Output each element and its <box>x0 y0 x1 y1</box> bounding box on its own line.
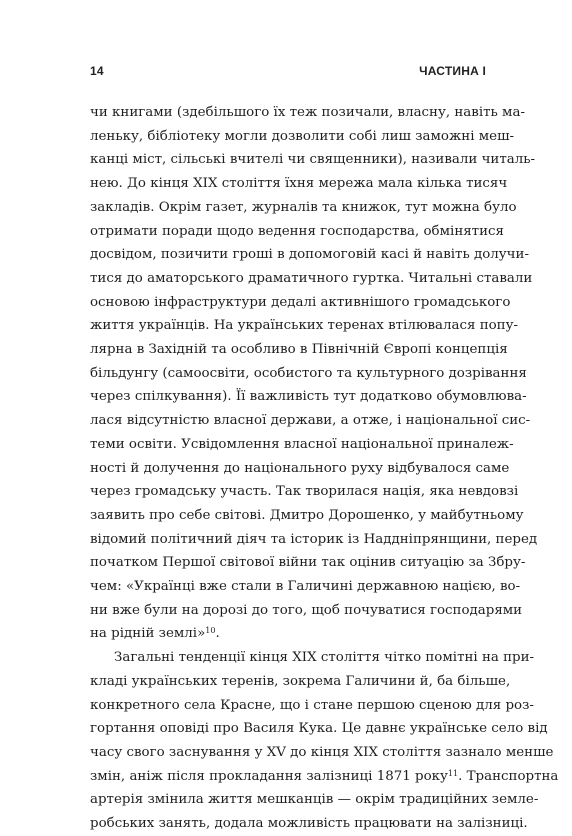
text-line: робських занять, додала можливість працювати на залізниці. <box>90 816 528 832</box>
text-line: закладів. Окрім газет, журналів та книжок, тут можна було <box>90 199 517 215</box>
text-line: теми освіти. Усвідомлення власної національної приналеж- <box>90 436 514 452</box>
footnote-ref-10: 10 <box>205 626 216 636</box>
text-line: гортання оповіді про Василя Кука. Це давнє українське село від <box>90 721 548 737</box>
text-line: заявить про себе світові. Дмитро Дорошенко, у майбутньому <box>90 507 524 523</box>
text-line: канці міст, сільські вчителі чи священники), називали читаль- <box>90 152 536 168</box>
text-line: лася відсутністю власної держави, а отже, і національної сис- <box>90 413 531 429</box>
running-header <box>90 64 486 78</box>
text-line: більдунгу (самоосвіти, особистого та культурного дозрівання <box>90 365 527 381</box>
text-line: чем: «Українці вже стали в Галичині державною нацією, во- <box>90 579 521 595</box>
text-line: лярна в Західній та особливо в Північній Європі концепція <box>90 342 508 358</box>
text-line: чи книгами (здебільшого їх теж позичали, власну, навіть ма- <box>90 105 525 120</box>
text-line: через громадську участь. Так творилася нація, яка невдовзі <box>90 484 519 500</box>
text-line: досвідом, позичити гроші в допомоговій касі й навіть долучи- <box>90 247 529 263</box>
text-line: леньку, бібліотеку могли дозволити собі лиш заможні меш- <box>90 128 515 144</box>
text-line: відомий політичний діяч та історик із Наддніпрянщини, перед <box>90 531 538 547</box>
text-line: отримати поради щодо ведення господарства, обмінятися <box>90 223 504 239</box>
footnote-ref-11: 11 <box>447 768 459 778</box>
text-line: Загальні тенденції кінця XIX століття чітко помітні на при- <box>114 650 535 666</box>
text-line-with-footnote <box>90 765 559 789</box>
page-number: 14 <box>90 64 104 78</box>
text-line: початком Першої світової війни так оцінив ситуацію за Збру- <box>90 555 526 571</box>
text-line: тися до аматорського драматичного гуртка. Читальні ставали <box>90 270 533 286</box>
text-fragment: на рідній землі» <box>90 626 206 642</box>
text-fragment: . Транспортна <box>458 768 559 784</box>
text-line: кладі українських теренів, зокрема Галичини й, ба більше, <box>90 673 511 689</box>
text-line: артерія змінила життя мешканців — окрім традиційних земле- <box>90 792 539 808</box>
running-title: ЧАСТИНА I <box>419 64 486 78</box>
text-line: часу свого заснування у XV до кінця XIX століття зазнало менше <box>90 744 554 760</box>
text-line: життя українців. На українських теренах втілювалася попу- <box>90 318 519 334</box>
text-line: через спілкування). Її важливість тут додатково обумовлюва- <box>90 389 527 405</box>
text-line: ності й долучення до національного руху відбувалося саме <box>90 460 510 476</box>
text-line: нею. До кінця XIX століття їхня мережа мала кілька тисяч <box>90 176 508 192</box>
text-line: основою інфраструктури дедалі активнішого громадського <box>90 294 511 310</box>
text-line: конкретного села Красне, що і стане першою сценою для роз- <box>90 697 534 713</box>
text-line: ни вже були на дорозі до того, щоб почуватися господарями <box>90 602 523 618</box>
body-text <box>90 101 559 836</box>
text-line-with-footnote: на рідній землі»$^{10}$. <box>90 626 220 642</box>
text-fragment: змін, аніж після прокладання залізниці 1871 року <box>90 768 448 784</box>
